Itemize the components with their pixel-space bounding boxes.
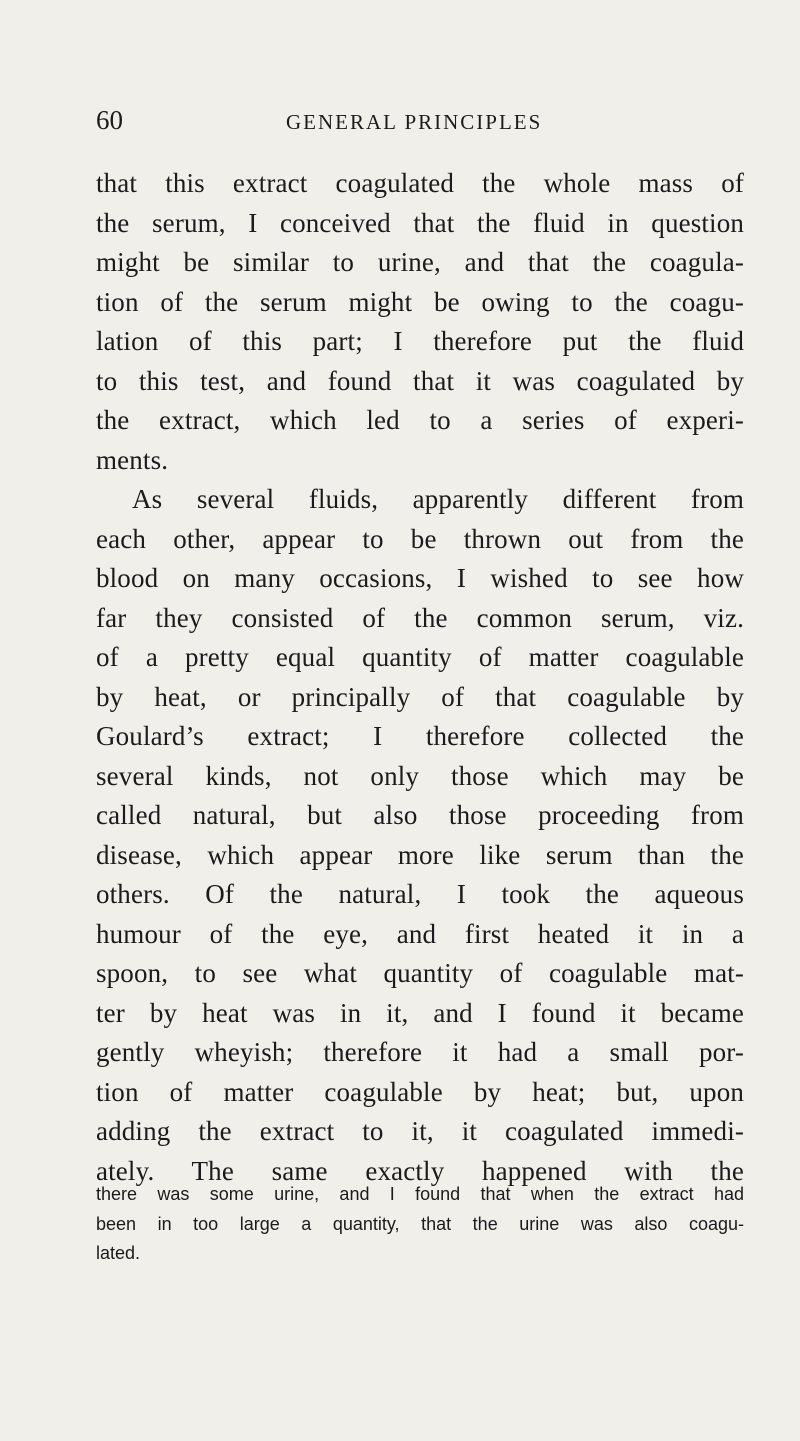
text-line: that this extract coagulated the whole mass of bbox=[96, 168, 744, 198]
footnote-line: lated. bbox=[96, 1243, 141, 1263]
text-line: might be similar to urine, and that the coagula- bbox=[96, 247, 744, 277]
text-line: the extract, which led to a series of experi- bbox=[96, 405, 744, 435]
text-line: of a pretty equal quantity of matter coagulable bbox=[96, 642, 744, 672]
footnote-line: there was some urine, and I found that when the extract had bbox=[96, 1184, 744, 1204]
running-head: GENERAL PRINCIPLES bbox=[286, 110, 543, 134]
text-line: lation of this part; I therefore put the fluid bbox=[96, 326, 744, 356]
text-line: by heat, or principally of that coagulable by bbox=[96, 681, 744, 712]
main-text bbox=[96, 164, 744, 1191]
text-line: ter by heat was in it, and I found it became bbox=[96, 997, 744, 1028]
text-line: blood on many occasions, I wished to see how bbox=[96, 563, 744, 593]
text-line: tion of the serum might be owing to the coagu- bbox=[96, 286, 744, 317]
text-line: adding the extract to it, it coagulated immedi- bbox=[96, 1116, 744, 1146]
page-number: 60 bbox=[96, 105, 123, 135]
page-header bbox=[96, 102, 736, 138]
text-line: to this test, and found that it was coagulated by bbox=[96, 365, 744, 396]
text-line: far they consisted of the common serum, viz. bbox=[96, 602, 744, 633]
text-line: spoon, to see what quantity of coagulable mat- bbox=[96, 958, 744, 988]
text-line: gently wheyish; therefore it had a small por- bbox=[96, 1037, 744, 1067]
text-line: tion of matter coagulable by heat; but, upon bbox=[96, 1076, 744, 1107]
text-line: disease, which appear more like serum than the bbox=[96, 839, 744, 870]
text-line: ately. The same exactly happened with the bbox=[96, 1155, 744, 1186]
footnote-line: been in too large a quantity, that the urine was also coagu- bbox=[96, 1213, 744, 1234]
text-line: called natural, but also those proceeding from bbox=[96, 800, 744, 830]
text-line: each other, appear to be thrown out from the bbox=[96, 523, 744, 554]
text-line: others. Of the natural, I took the aqueous bbox=[96, 879, 744, 909]
text-line: humour of the eye, and first heated it in a bbox=[96, 918, 744, 949]
text-line: the serum, I conceived that the fluid in question bbox=[96, 207, 744, 238]
footnote bbox=[96, 1180, 744, 1269]
text-line: As several fluids, apparently different from bbox=[132, 484, 744, 514]
text-line: several kinds, not only those which may be bbox=[96, 760, 744, 791]
text-line: ments. bbox=[96, 444, 169, 475]
text-line: Goulard’s extract; I therefore collected the bbox=[96, 721, 744, 751]
